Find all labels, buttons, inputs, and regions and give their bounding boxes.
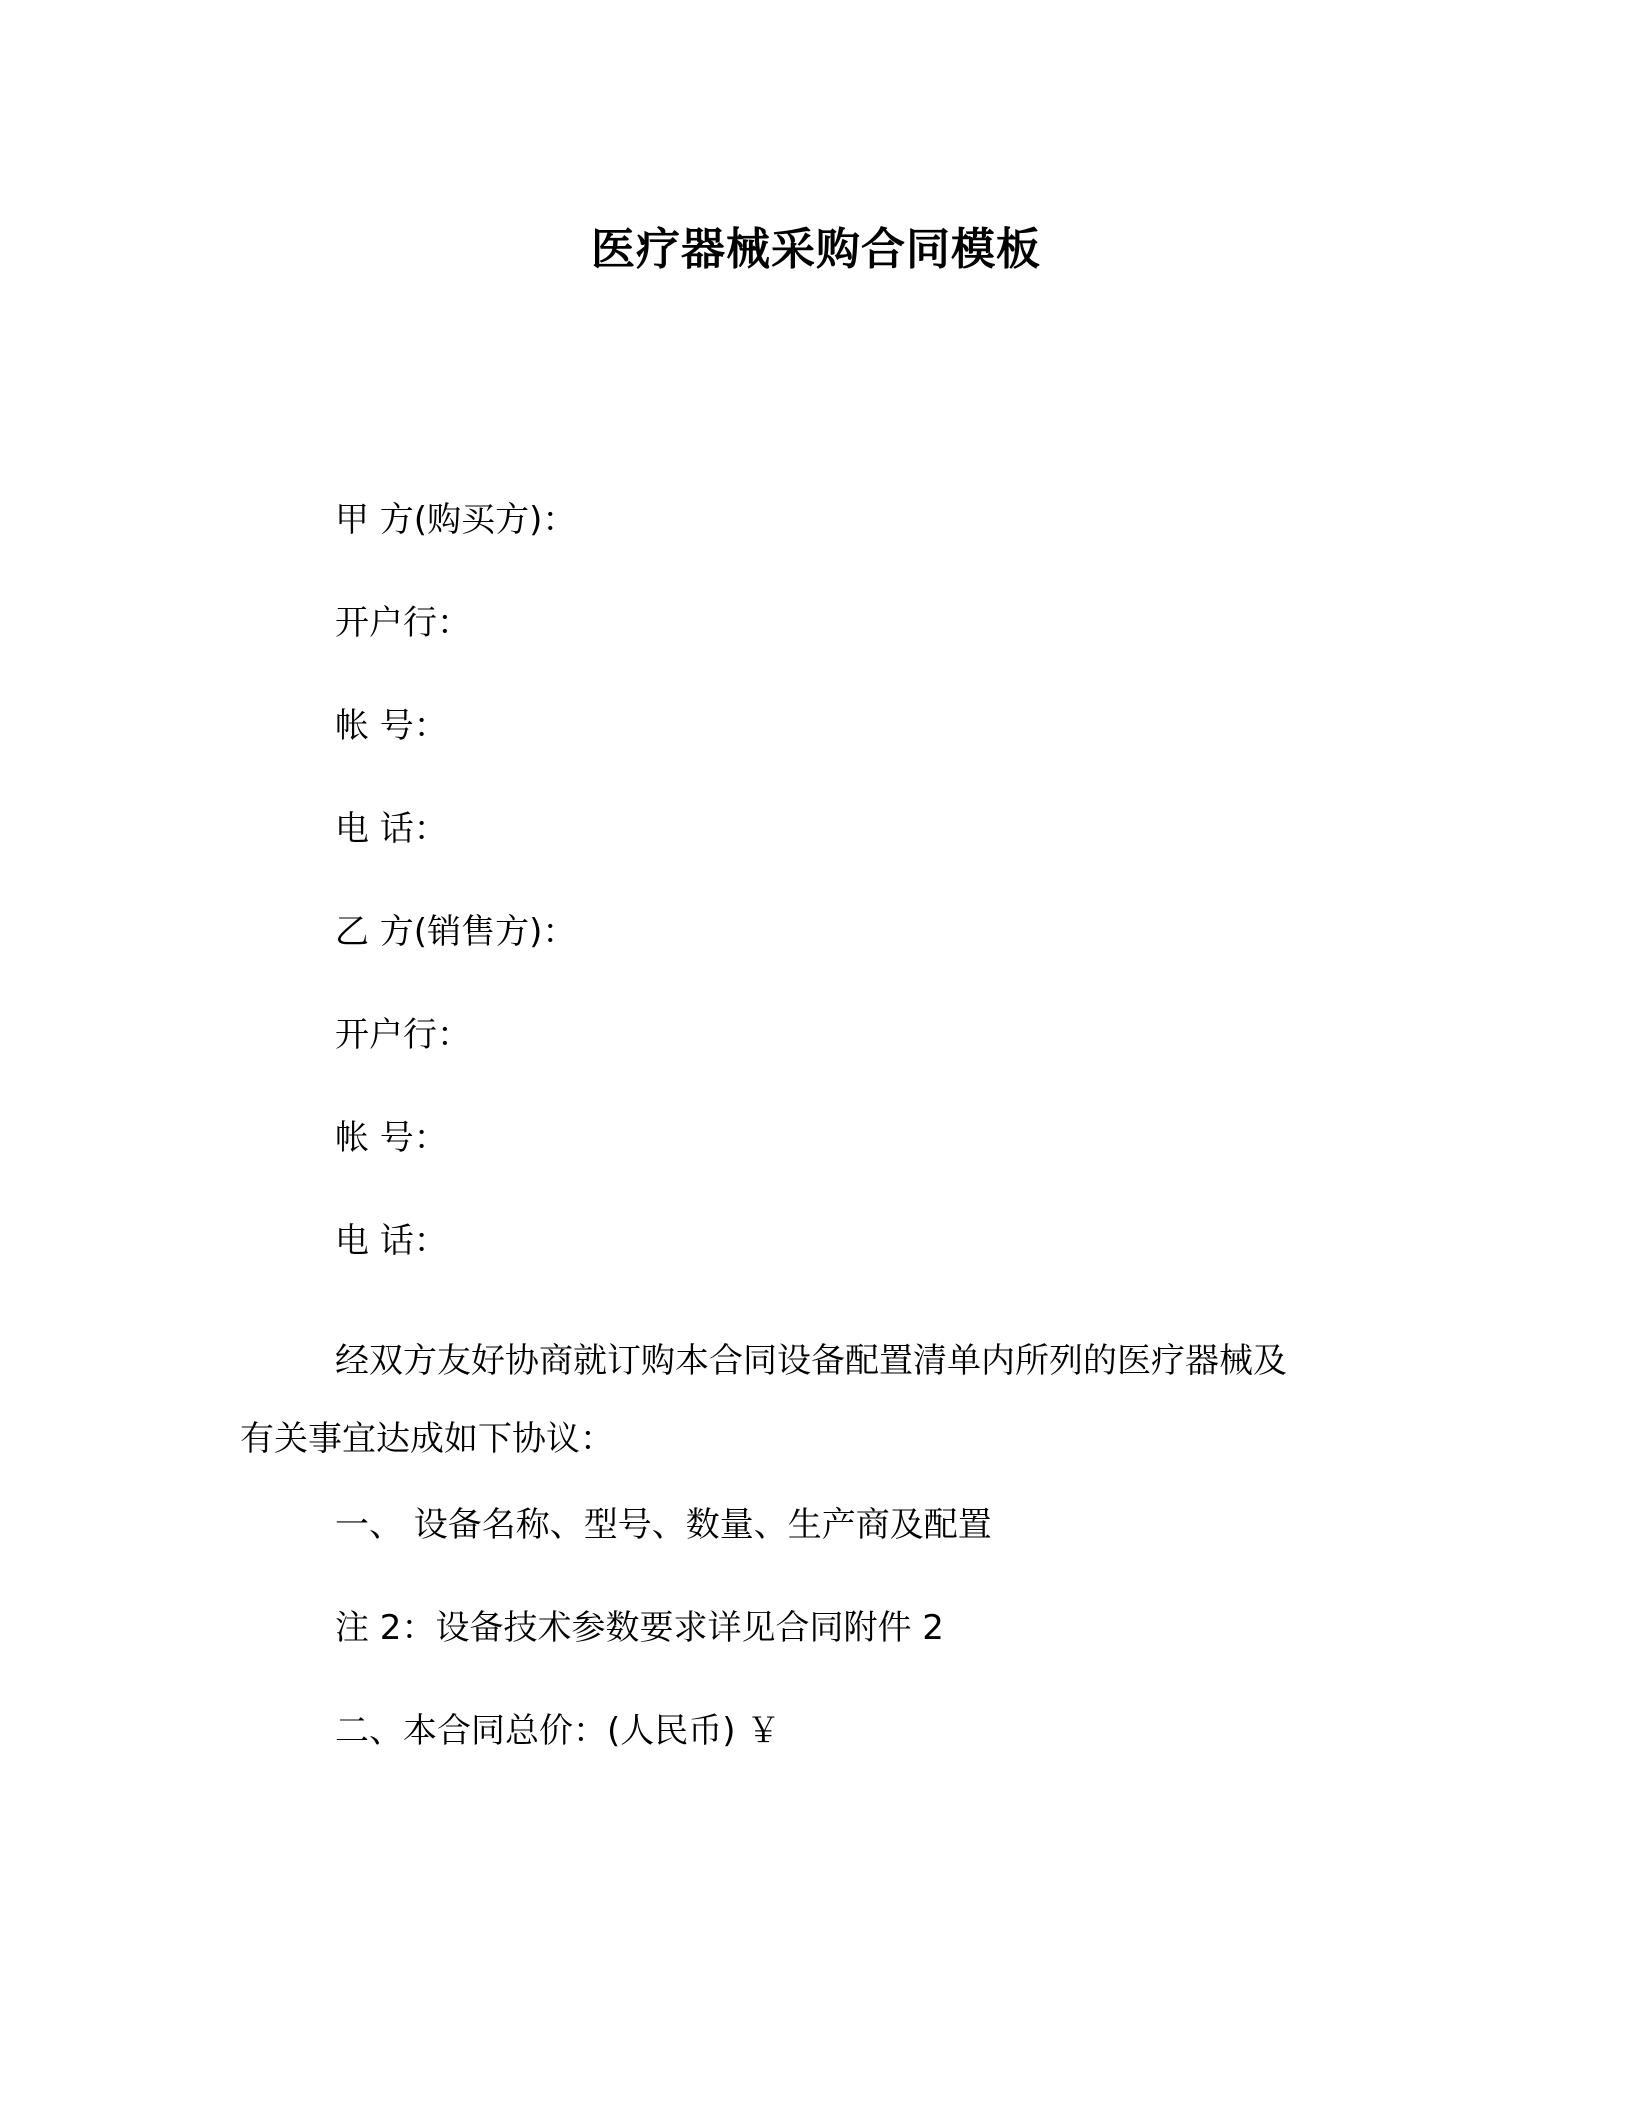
section-2-total-price: 二、本合同总价：(人民币) ￥ [335, 1711, 781, 1751]
document-title: 医疗器械采购合同模板 [591, 224, 1041, 275]
party-b-account-label: 帐 号： [335, 1118, 448, 1158]
section-1-heading: 一、 设备名称、型号、数量、生产商及配置 [335, 1505, 992, 1545]
party-a-account-label: 帐 号： [335, 706, 448, 746]
party-b-bank-label: 开户行： [335, 1015, 471, 1055]
party-a-name-label: 甲 方(购买方)： [335, 500, 577, 540]
party-a-bank-label: 开户行： [335, 603, 471, 643]
intro-line-2: 有关事宜达成如下协议： [240, 1419, 614, 1459]
intro-line-1: 经双方友好协商就订购本合同设备配置清单内所列的医疗器械及 [335, 1341, 1287, 1381]
note-2: 注 2：设备技术参数要求详见合同附件 2 [335, 1608, 944, 1648]
party-b-phone-label: 电 话： [335, 1221, 448, 1261]
intro-paragraph [240, 1322, 1380, 1478]
party-a-phone-label: 电 话： [335, 809, 448, 849]
party-b-name-label: 乙 方(销售方)： [335, 912, 577, 952]
